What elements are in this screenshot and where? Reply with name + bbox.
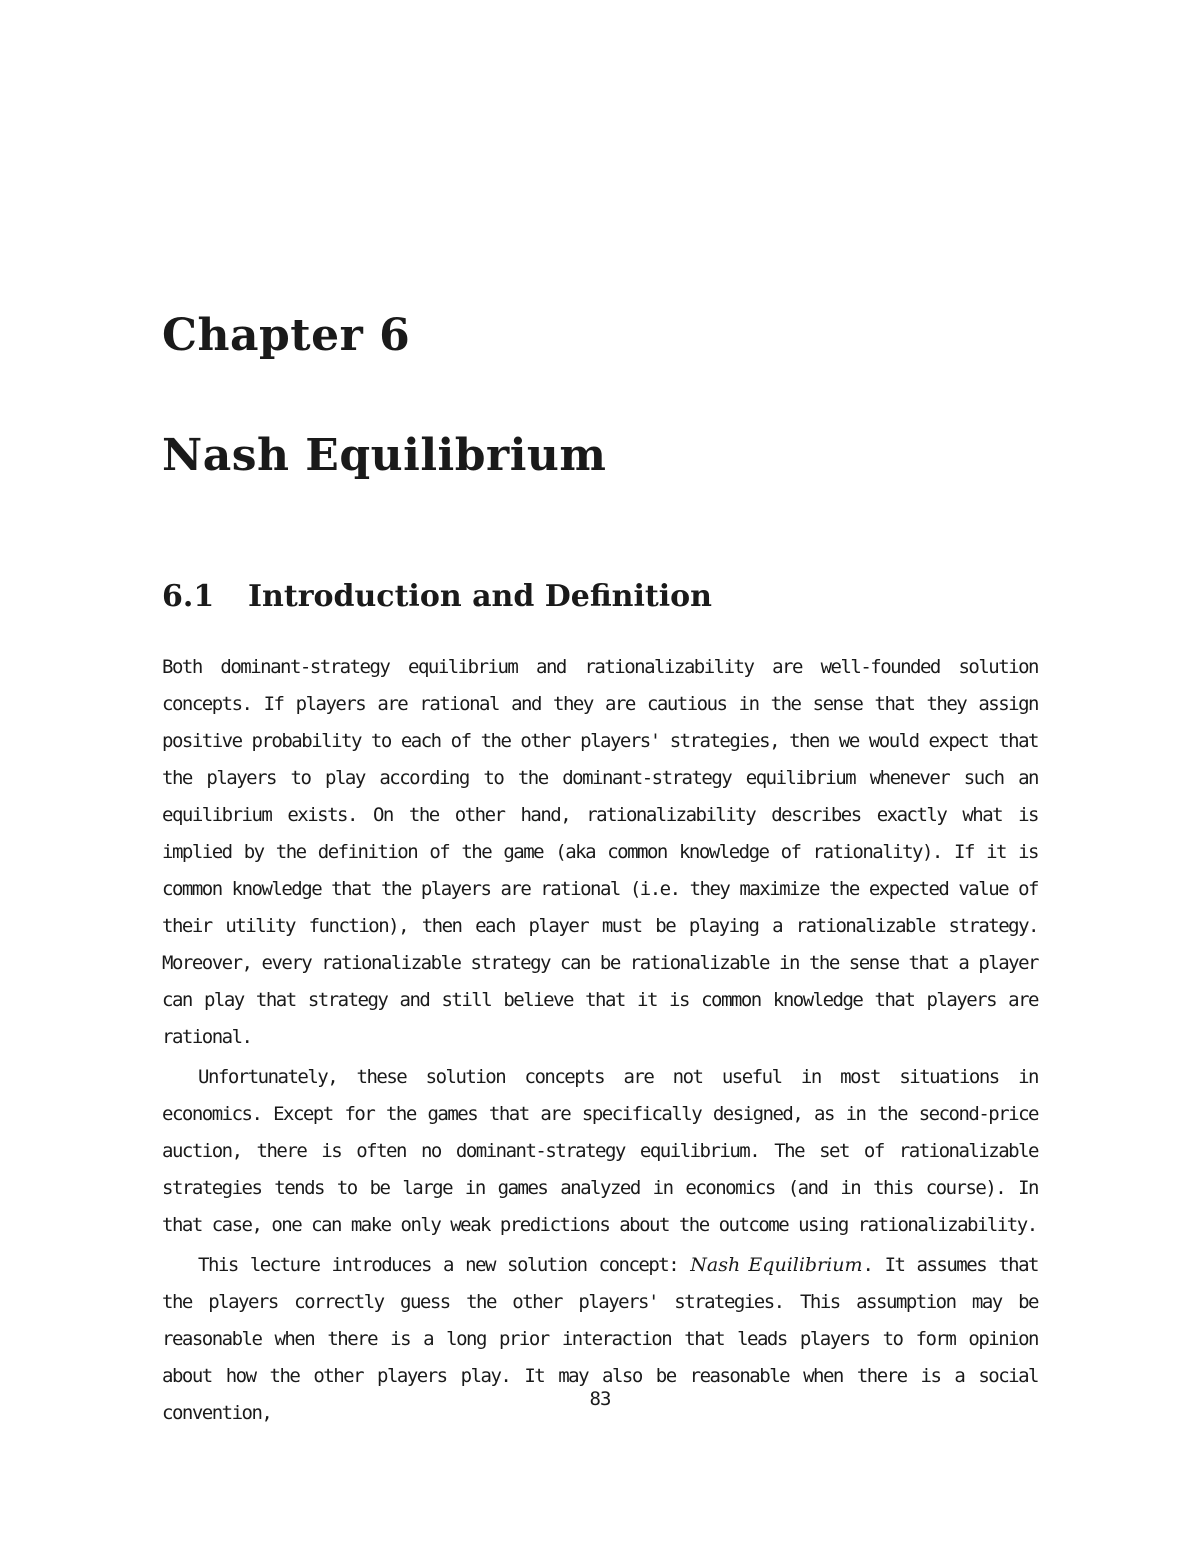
paragraph-2: Unfortunately, these solution concepts are not useful in most situations in economics. Except for the games that are specifically designed, as in the second-price auction, there is often no dominant-strategy equilibrium. The set of rationalizable strategies tends to be large in games analyzed in economics (and in this course). In that case, one can make only weak predictions about the outcome using rationalizability. bbox=[162, 1066, 1038, 1236]
paragraph-3-rest: . It assumes that the players correctly guess the other players' strategies. This assumption may be reasonable when there is a long prior interaction that leads players to form opinion about how the other players play. It may also be reasonable when there is a social convention, bbox=[162, 1254, 1038, 1424]
paragraph-1: Both dominant-strategy equilibrium and rationalizability are well-founded solution concepts. If players are rational and they are cautious in the sense that they assign positive probability to each of the other players' strategies, then we would expect that the players to play according to the dominant-strategy equilibrium whenever such an equilibrium exists. On the other hand, rationalizability describes exactly what is implied by the definition of the game (aka common knowledge of rationality). If it is common knowledge that the players are rational (i.e. they maximize the expected value of their utility function), then each player must be playing a rationalizable strategy. Moreover, every rationalizable strategy can be rationalizable in the sense that a player can play that strategy and still believe that it is common knowledge that players are rational. bbox=[162, 656, 1038, 1048]
paragraph-3-lead: This lecture introduces a new solution concept: bbox=[198, 1254, 691, 1276]
section-title: Introduction and Definition bbox=[248, 579, 712, 614]
body-text bbox=[162, 649, 1038, 1432]
page-number: 83 bbox=[589, 1388, 611, 1410]
section-heading bbox=[162, 578, 712, 616]
chapter-title: Nash Equilibrium bbox=[162, 430, 607, 481]
section-number: 6.1 bbox=[162, 579, 215, 614]
chapter-label: Chapter 6 bbox=[162, 310, 411, 361]
nash-equilibrium-term: Nash Equilibrium bbox=[690, 1254, 863, 1276]
